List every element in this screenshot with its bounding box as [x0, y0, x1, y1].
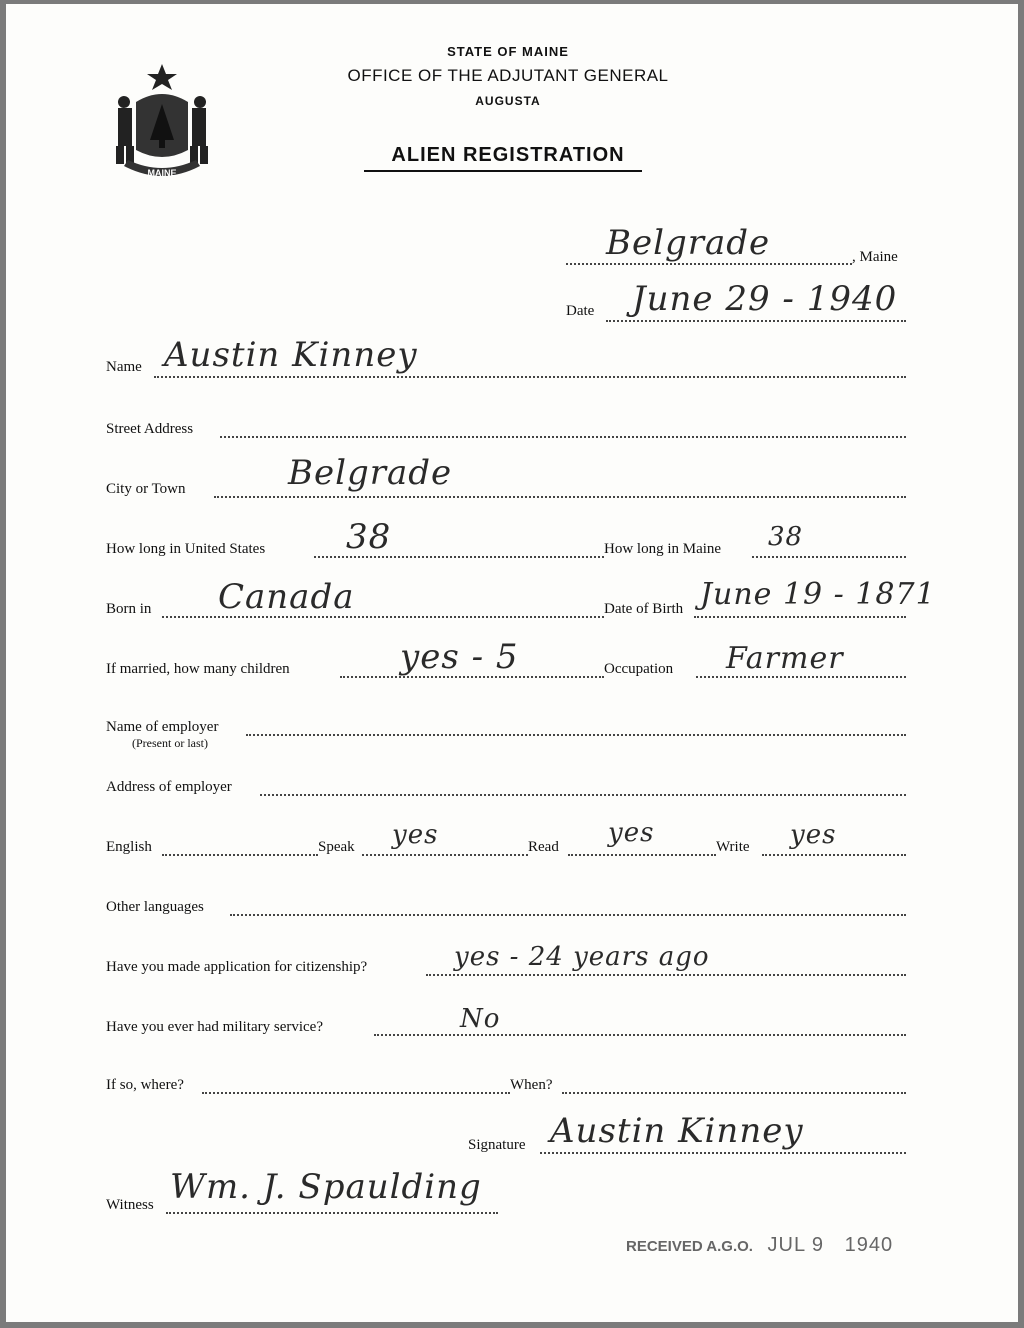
- born-in-label: Born in: [106, 601, 152, 617]
- speak-label: Speak: [318, 839, 355, 855]
- employer-line: [246, 734, 906, 736]
- dob-value: June 19 - 1871: [700, 577, 936, 612]
- title-underline: [364, 170, 642, 172]
- english-label: English: [106, 839, 152, 855]
- us-years-label: How long in United States: [106, 541, 266, 557]
- military-value: No: [460, 1004, 501, 1034]
- date-line: [606, 320, 906, 322]
- where-label: If so, where?: [106, 1077, 184, 1093]
- city-heading: AUGUSTA: [475, 94, 541, 108]
- witness-label: Witness: [106, 1197, 154, 1213]
- read-value: yes: [608, 818, 655, 848]
- name-line: [154, 376, 906, 378]
- military-line: [374, 1034, 906, 1036]
- place-value: Belgrade: [606, 223, 771, 263]
- write-label: Write: [716, 839, 750, 855]
- read-label: Read: [528, 839, 559, 855]
- place-suffix: , Maine: [852, 249, 898, 265]
- when-label: When?: [510, 1077, 553, 1093]
- dob-label: Date of Birth: [604, 601, 684, 617]
- place-line: [566, 263, 852, 265]
- children-value: yes - 5: [400, 637, 519, 677]
- other-languages-line: [230, 914, 906, 916]
- street-address-line: [220, 436, 906, 438]
- witness-line: [166, 1212, 498, 1214]
- maine-years-line: [752, 556, 906, 558]
- dob-line: [694, 616, 906, 618]
- registration-form: [6, 4, 1018, 1322]
- signature-label: Signature: [468, 1137, 526, 1153]
- date-value: June 29 - 1940: [632, 279, 898, 319]
- received-stamp: [626, 1234, 893, 1257]
- employer-address-line: [260, 794, 906, 796]
- us-years-value: 38: [346, 517, 392, 557]
- maine-years-value: 38: [768, 522, 804, 552]
- office-heading: OFFICE OF THE ADJUTANT GENERAL: [347, 66, 669, 85]
- speak-line: [362, 854, 528, 856]
- city-label: City or Town: [106, 481, 186, 497]
- citizenship-value: yes - 24 years ago: [454, 942, 710, 972]
- name-value: Austin Kinney: [164, 335, 418, 375]
- born-in-value: Canada: [218, 577, 355, 617]
- signature-value: Austin Kinney: [550, 1111, 804, 1151]
- name-label: Name: [106, 359, 142, 375]
- write-line: [762, 854, 906, 856]
- military-label: Have you ever had military service?: [106, 1019, 323, 1035]
- employer-address-label: Address of employer: [106, 779, 232, 795]
- state-heading: STATE OF MAINE: [447, 44, 569, 59]
- stamp-date: JUL 9: [767, 1234, 825, 1256]
- speak-value: yes: [392, 820, 439, 850]
- occupation-line: [696, 676, 906, 678]
- signature-line: [540, 1152, 906, 1154]
- stamp-year: 1940: [844, 1234, 894, 1256]
- date-label: Date: [566, 303, 595, 319]
- stamp-prefix: RECEIVED A.G.O.: [626, 1238, 753, 1255]
- citizenship-label: Have you made application for citizenship?: [106, 959, 368, 975]
- witness-value: Wm. J. Spaulding: [170, 1167, 482, 1207]
- occupation-value: Farmer: [726, 641, 844, 676]
- write-value: yes: [790, 820, 837, 850]
- employer-sublabel: (Present or last): [132, 736, 208, 750]
- form-title: ALIEN REGISTRATION: [391, 144, 625, 166]
- employer-label: Name of employer: [106, 719, 219, 735]
- english-line: [162, 854, 318, 856]
- occupation-label: Occupation: [604, 661, 674, 677]
- citizenship-line: [426, 974, 906, 976]
- svg-text:MAINE: MAINE: [147, 168, 177, 178]
- street-address-label: Street Address: [106, 421, 194, 437]
- children-label: If married, how many children: [106, 661, 290, 677]
- city-value: Belgrade: [288, 453, 453, 493]
- when-line: [562, 1092, 906, 1094]
- city-line: [214, 496, 906, 498]
- where-line: [202, 1092, 510, 1094]
- other-languages-label: Other languages: [106, 899, 204, 915]
- maine-years-label: How long in Maine: [604, 541, 722, 557]
- read-line: [568, 854, 716, 856]
